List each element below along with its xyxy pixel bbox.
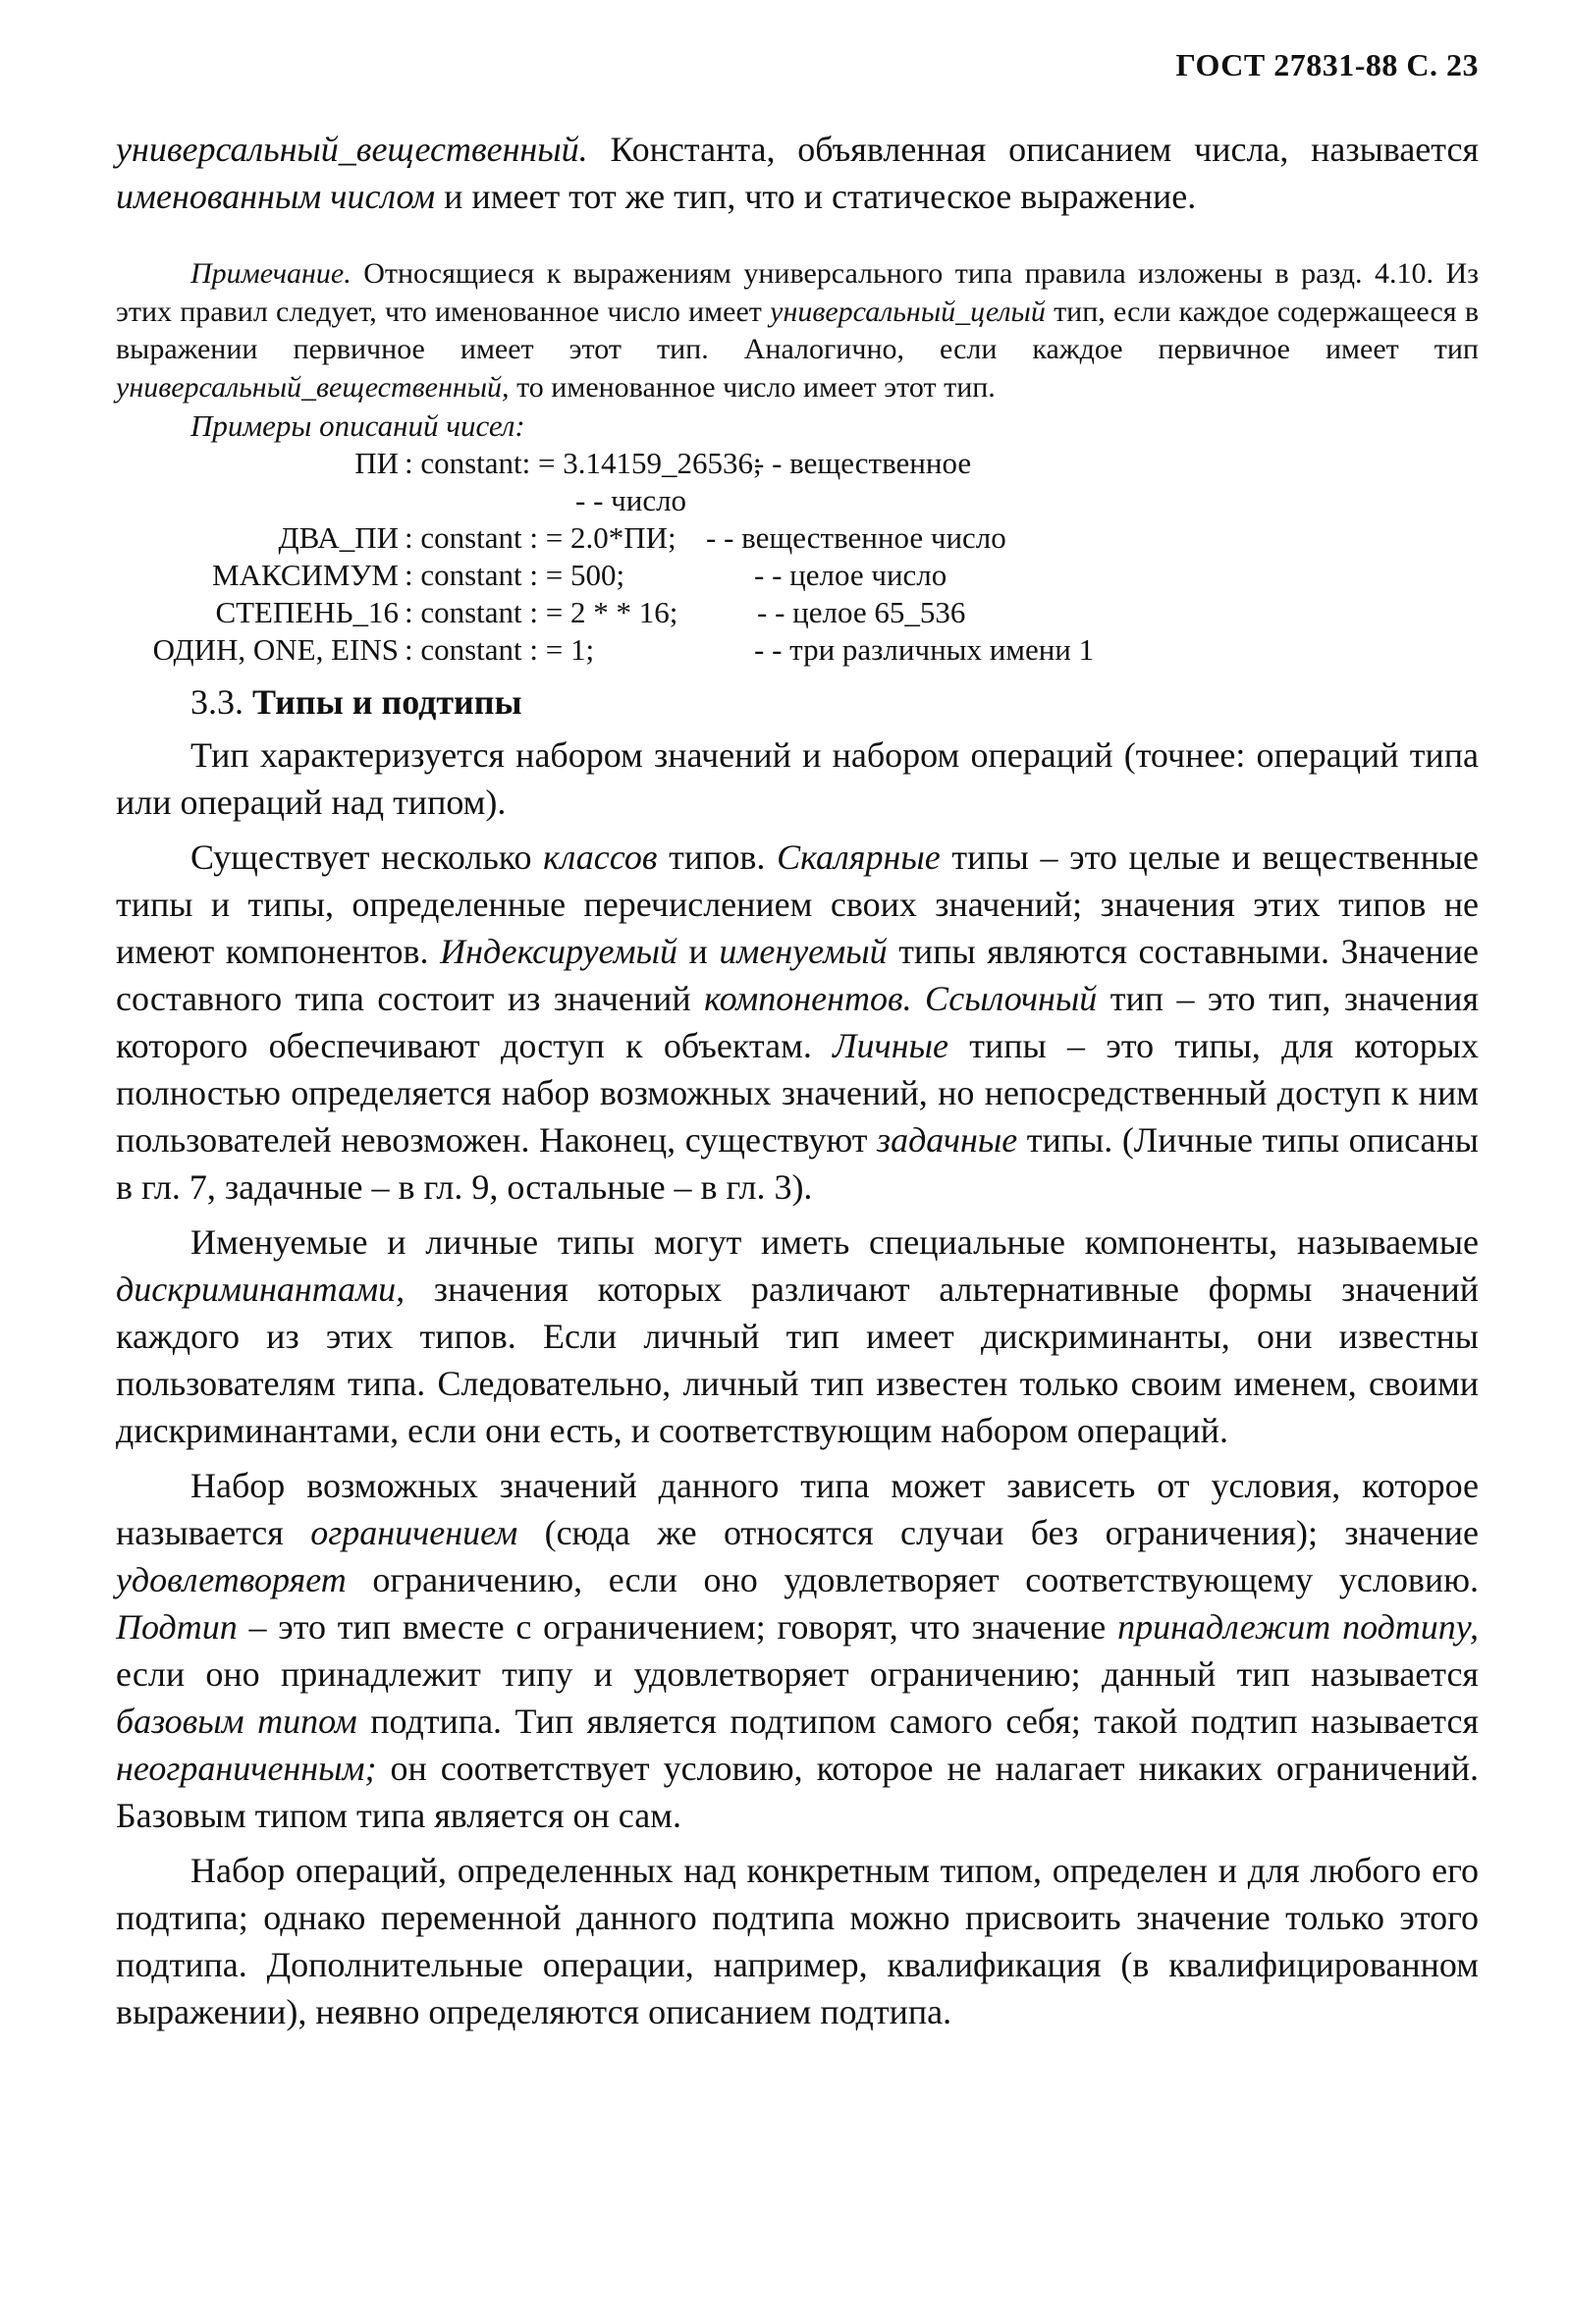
example-declaration: : constant : = 2 * * 16; xyxy=(405,595,678,629)
page-body xyxy=(116,126,1479,2035)
example-declaration: : constant : = 2.0*ПИ; xyxy=(405,520,676,555)
text-span: типов. xyxy=(657,838,778,877)
term-italic: Личные xyxy=(833,1026,948,1065)
example-comment: - - три различных имени 1 xyxy=(754,632,1095,667)
text-span: и имеет тот же тип, что и статическое выражение. xyxy=(435,177,1197,216)
term-italic: универсальный_целый xyxy=(770,295,1046,328)
text-span: Именуемые и личные типы могут иметь специальные компоненты, называемые xyxy=(190,1222,1479,1262)
text-span: типы являются составными. Значение составного типа состоит из значений xyxy=(116,932,1480,1018)
section-heading xyxy=(116,676,1479,728)
term-italic: ограничением xyxy=(310,1513,518,1552)
text-span: Относящиеся к выражениям универсального типа правила изложены в разд. 4.10. Из этих правил следует, что именованное число имеет xyxy=(116,257,1479,328)
text-span: ограничению, если оно удовлетворяет соответствующему условию. xyxy=(346,1560,1479,1599)
text-span xyxy=(912,979,925,1018)
note-label: Примечание. xyxy=(190,257,352,290)
text-span: типы. (Личные типы описаны в гл. 7, задачные – в гл. 9, остальные – в гл. 3). xyxy=(116,1120,1479,1207)
paragraph-subtype-operations: Набор операций, определенных над конкретным типом, определен и для любого его подтипа; однако переменной данного подтипа можно присвоить значение только этого подтипа. Дополнительные операции, например, квалификация (в квалифицированном выражении), неявно определяются описанием подтипа. xyxy=(116,1851,1479,2031)
text-span: типы – это типы, для которых полностью определяется набор возможных значений, но непосредственный доступ к ним пользователей невозможен. Наконец, существуют xyxy=(116,1026,1479,1160)
term-italic: Ссылочный xyxy=(925,979,1098,1018)
paragraph-constraints xyxy=(116,1462,1479,1839)
term-italic: Скалярные xyxy=(777,838,941,877)
paragraph-types-definition: Тип характеризуется набором значений и набором операций (точнее: операций типа или операций над типом). xyxy=(116,735,1479,822)
example-name: ДВА_ПИ xyxy=(278,520,399,555)
example-comment: - - целое 65_536 xyxy=(757,595,966,629)
example-declaration: : constant : = 500; xyxy=(405,558,625,592)
term-italic: удовлетворяет xyxy=(116,1560,347,1599)
example-row xyxy=(116,519,1479,557)
example-comment: - - целое число xyxy=(754,558,947,592)
term-italic: классов xyxy=(543,838,658,877)
page-header: ГОСТ 27831-88 С. 23 xyxy=(1175,47,1479,82)
example-comment: - - вещественное xyxy=(754,446,972,480)
term-italic: дискриминантами, xyxy=(116,1270,406,1309)
text-span: (сюда же относятся случаи без ограничения); значение xyxy=(517,1513,1480,1552)
paragraph-discriminants xyxy=(116,1218,1479,1454)
example-declaration: : constant: = 3.14159_26536; xyxy=(405,446,762,480)
text-span: и xyxy=(676,932,720,971)
text-span: значения которых различают альтернативные формы значений каждого из этих типов. Если личный тип имеет дискриминанты, они известны пользователям типа. Следовательно, личный тип известен только своим именем, своими дискриминантами, если они есть, и соответствующим набором операций. xyxy=(116,1270,1479,1450)
text-span: он соответствует условию, которое не налагает никаких ограничений. Базовым типом типа является он сам. xyxy=(116,1749,1479,1835)
text-span: подтипа. Тип является подтипом самого себя; такой подтип называется xyxy=(356,1702,1479,1741)
text-span: тип, если каждое содержащееся в выражении первичное имеет этот тип. Аналогично, если каждое первичное имеет тип xyxy=(116,295,1479,365)
term-italic: принадлежит подтипу, xyxy=(1117,1607,1479,1647)
text-span: Набор возможных значений данного типа может зависеть от условия, которое называется xyxy=(116,1466,1479,1552)
term-italic: универсальный_вещественный. xyxy=(116,130,588,169)
term-italic: Подтип xyxy=(116,1607,238,1647)
examples-heading: Примеры описаний чисел: xyxy=(190,408,525,443)
example-name: МАКСИМУМ xyxy=(212,558,399,592)
term-italic: компонентов. xyxy=(704,979,912,1018)
text-span: типы – это целые и вещественные типы и типы, определенные перечислением своих значений; значения этих типов не имеют компонентов. xyxy=(116,838,1480,971)
text-span: тип – это тип, значения которого обеспечивают доступ к объектам. xyxy=(116,979,1480,1065)
term-italic: именованным числом xyxy=(116,177,436,216)
note-paragraph xyxy=(116,255,1479,406)
section-title: Типы и подтипы xyxy=(243,682,522,722)
example-row xyxy=(116,557,1479,594)
term-italic: задачные xyxy=(877,1120,1018,1160)
section-number: 3.3. xyxy=(190,682,243,722)
text-span: то именованное число имеет этот тип. xyxy=(509,370,996,404)
term-italic: универсальный_вещественный, xyxy=(116,370,510,404)
text-span: Существует несколько xyxy=(190,838,544,877)
text-span: если оно принадлежит типу и удовлетворяет ограничению; данный тип называется xyxy=(116,1654,1479,1694)
example-row xyxy=(116,482,1479,519)
text-span: – это тип вместе с ограничением; говорят, что значение xyxy=(237,1607,1118,1647)
paragraph-type-classes xyxy=(116,834,1479,1211)
term-italic: базовым типом xyxy=(116,1702,357,1741)
example-row xyxy=(116,631,1479,669)
term-italic: именуемый xyxy=(719,932,888,971)
example-declaration: : constant : = 1; xyxy=(405,632,595,667)
example-comment: - - число xyxy=(575,483,687,517)
example-row xyxy=(116,445,1479,482)
example-name: СТЕПЕНЬ_16 xyxy=(215,595,399,629)
example-name: ОДИН, ONE, EINS xyxy=(152,632,399,667)
text-span: Константа, объявленная описанием числа, называется xyxy=(587,130,1479,169)
term-italic: Индексируемый xyxy=(440,932,677,971)
example-comment: - - вещественное число xyxy=(706,520,1006,555)
intro-paragraph xyxy=(116,126,1479,220)
term-italic: неограниченным; xyxy=(116,1749,377,1788)
example-row xyxy=(116,594,1479,631)
example-name: ПИ xyxy=(354,446,399,480)
